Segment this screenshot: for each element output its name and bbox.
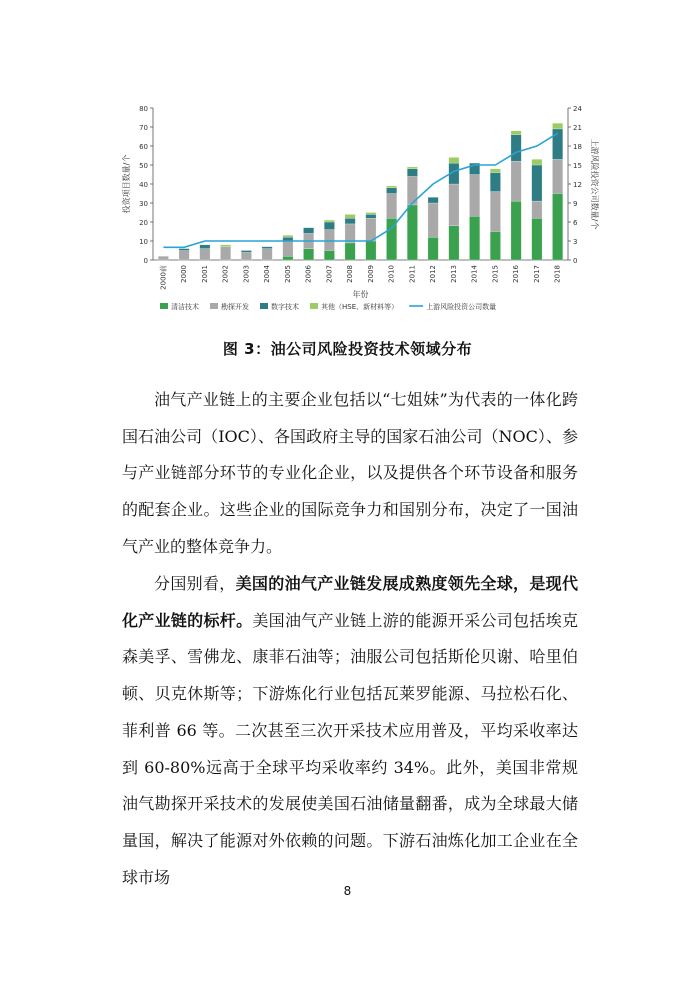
bar-segment (262, 249, 272, 260)
bar-segment (490, 169, 500, 173)
bar-segment (324, 251, 334, 261)
y-tick-label-left: 70 (139, 124, 148, 132)
bar-segment (407, 169, 417, 177)
bar-segment (241, 251, 251, 253)
bar-segment (366, 218, 376, 241)
x-tick-label: 2017 (532, 265, 541, 283)
y-tick-label-left: 60 (139, 143, 148, 151)
y-tick-label-right: 0 (573, 257, 578, 265)
x-tick-label: 2014 (470, 265, 479, 283)
bar-segment (303, 228, 313, 234)
bar-segment (345, 224, 355, 243)
bar-segment (366, 241, 376, 260)
bar-segment (345, 214, 355, 218)
y-axis-title-right: 上游风险投资公司数量/个 (590, 138, 599, 230)
legend-label: 数字技术 (271, 303, 299, 311)
bar-segment (283, 241, 293, 256)
legend-label: 上游风险投资公司数量 (426, 303, 497, 311)
y-tick-label-left: 10 (139, 238, 148, 246)
paragraph-text: 分国别看， (154, 574, 236, 593)
x-tick-label: 2016 (512, 265, 521, 283)
x-tick-label: 2005 (283, 265, 292, 283)
bar-segment (386, 186, 396, 188)
y-tick-label-left: 0 (143, 257, 148, 265)
bar-segment (532, 218, 542, 260)
paragraph (122, 566, 578, 896)
bar-segment (490, 192, 500, 232)
bar-segment (386, 194, 396, 219)
bar-segment (511, 161, 521, 201)
bar-segment (449, 157, 459, 163)
bar-segment (179, 249, 189, 251)
bar-segment (366, 214, 376, 218)
bar-segment (407, 205, 417, 260)
y-tick-label-right: 6 (573, 219, 578, 227)
x-tick-label: 2008 (346, 265, 355, 283)
y-tick-label-right: 3 (573, 238, 578, 246)
x-tick-label: 2000前 (159, 265, 168, 290)
paragraph: 油气产业链上的主要企业包括以“七姐妹”为代表的一体化跨国石油公司（IOC）、各国政府主导的国家石油公司（NOC）、参与产业链部分环节的专业化企业，以及提供各个环节设备和服务的配套企业。这些企业的国际竞争力和国别分布，决定了一国油气产业的整体竞争力。 (122, 390, 578, 556)
x-tick-label: 2004 (263, 265, 272, 283)
bar-segment (469, 216, 479, 260)
x-tick-label: 2003 (242, 265, 251, 283)
bar-segment (552, 159, 562, 193)
x-tick-label: 2009 (366, 265, 375, 283)
legend-label: 勘探开发 (221, 303, 249, 311)
y-axis-title-left: 投资项目数量/个 (122, 154, 131, 214)
y-tick-label-left: 20 (139, 219, 148, 227)
page-number: 8 (343, 884, 352, 898)
bar-segment (303, 249, 313, 260)
x-tick-label: 2002 (221, 265, 230, 283)
x-tick-label: 2001 (200, 265, 209, 283)
y-tick-label-right: 18 (573, 143, 582, 151)
bar-segment (366, 213, 376, 215)
x-tick-label: 2012 (429, 265, 438, 283)
bar-segment (511, 131, 521, 135)
bar-segment (345, 218, 355, 224)
bar-segment (490, 173, 500, 192)
bar-segment (532, 165, 542, 201)
figure-caption: 图 3：油公司风险投资技术领域分布 (222, 340, 473, 358)
bar-segment (386, 188, 396, 194)
y-tick-label-right: 21 (573, 124, 582, 132)
bar-segment (511, 135, 521, 162)
bar-segment (552, 123, 562, 129)
y-tick-label-left: 40 (139, 181, 148, 189)
bar-segment (220, 245, 230, 247)
bar-segment (200, 249, 210, 260)
stacked-bar-line-chart (108, 100, 608, 320)
bar-segment (179, 251, 189, 261)
x-tick-label: 2000 (180, 265, 189, 283)
bar-segment (241, 252, 251, 260)
bar-segment (532, 201, 542, 218)
bar-segment (449, 226, 459, 260)
y-tick-label-left: 30 (139, 200, 148, 208)
bar-segment (324, 222, 334, 230)
bar-segment (200, 245, 210, 249)
bar-segment (511, 201, 521, 260)
x-axis-title: 年份 (352, 290, 369, 299)
bar-segment (490, 232, 500, 261)
bar-segment (262, 247, 272, 249)
bar-segment (220, 247, 230, 260)
bar-segment (428, 197, 438, 203)
x-tick-label: 2006 (304, 265, 313, 283)
bar-segment (345, 243, 355, 260)
x-tick-label: 2010 (387, 265, 396, 283)
x-tick-label: 2011 (408, 265, 417, 283)
y-tick-label-right: 12 (573, 181, 582, 189)
y-tick-label-right: 15 (573, 162, 582, 170)
bar-segment (428, 237, 438, 260)
paragraph-bold-text: 美国的油气产业链发展成熟度领先全球，是现代化产业链的标杆。 (122, 574, 578, 630)
bar-segment (283, 256, 293, 260)
legend-swatch (210, 303, 218, 309)
x-tick-label: 2015 (491, 265, 500, 283)
y-tick-label-left: 50 (139, 162, 148, 170)
legend-label: 其他（HSE、新材料等） (321, 303, 399, 311)
y-tick-label-left: 80 (139, 105, 148, 113)
bar-segment (158, 256, 168, 260)
bar-segment (449, 184, 459, 226)
legend-swatch (260, 303, 268, 309)
bar-segment (532, 159, 542, 165)
legend-swatch (160, 303, 168, 309)
x-tick-label: 2013 (449, 265, 458, 283)
bar-segment (324, 220, 334, 222)
bar-segment (407, 167, 417, 169)
y-tick-label-right: 9 (573, 200, 578, 208)
chart (108, 100, 608, 320)
legend-swatch (310, 303, 318, 309)
bar-segment (552, 194, 562, 261)
bar-segment (469, 175, 479, 217)
legend-label: 清洁技术 (171, 303, 199, 311)
y-tick-label-right: 24 (573, 105, 582, 113)
paragraph-text: 美国油气产业链上游的能源开采公司包括埃克森美孚、雪佛龙、康菲石油等；油服公司包括斯伦贝谢、哈里伯顿、贝克休斯等；下游炼化行业包括瓦莱罗能源、马拉松石化、菲利普 66 等。二次甚至三次开采技术应用普及，平均采收率达到 60-80%远高于全球平均采收率约 34%。此外，美国非常规油气勘探开采技术的发展使美国石油储量翻番，成为全球最大储量国，解决了能源对外依赖的问题。下游石油炼化加工企业在全球市场 (122, 610, 578, 887)
x-tick-label: 2018 (553, 265, 562, 283)
bar-segment (324, 230, 334, 251)
bar-segment (428, 203, 438, 237)
x-tick-label: 2007 (325, 265, 334, 283)
bar-segment (283, 235, 293, 237)
